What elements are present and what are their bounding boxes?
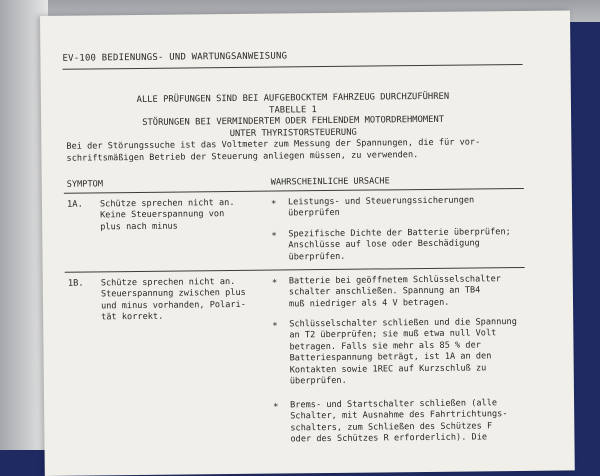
title-line: ALLE PRÜFUNGEN SIND BEI AUFGEBOCKTEM FAHRZEUG DURCHZUFÜHREN (136, 91, 450, 105)
row-divider (65, 267, 525, 273)
bullet-marker: * (272, 321, 278, 332)
row-symptom: Schütze sprechen nicht an. Steuerspannung zwischen plus und minus vorhanden, Polari- tät korrekt. (100, 276, 246, 323)
table-title (63, 91, 523, 142)
cause-item: Batterie bei geöffnetem Schlüsselschalter schalter anschließen. Spannung an TB4 muß niedriger als 4 V betragen. (288, 274, 501, 310)
bullet-marker: * (271, 231, 277, 242)
cause-item: Brems- und Startschalter schließen (alle Schalter, mit Ausnahme des Fahrtrichtungs- schalters, zum Schließen des Schützes F oder des Schützes R erforderlich). Die (290, 398, 508, 445)
manual-page (40, 10, 575, 476)
bullet-marker: * (270, 199, 277, 210)
title-line: STÖRUNGEN BEI VERMINDERTEM ODER FEHLENDEM MOTORDREHMOMENT (142, 114, 445, 128)
title-line: UNTER THYRISTORSTEUERUNG (229, 127, 357, 139)
row-code: 1A. (66, 199, 83, 210)
page-header: EV-100 BEDIENUNGS- UND WARTUNGSANWEISUNG (62, 51, 288, 64)
column-header-symptom: SYMPTOM (66, 179, 104, 190)
intro-paragraph: Bei der Störungssuche ist das Voltmeter zum Messung der Spannungen, die für vor- schriftsmäßigen Betrieb der Steuerung anliegen müssen, zu verwenden. (66, 137, 481, 164)
cause-item: Schlüsselschalter schließen und die Spannung an T2 überprüfen; sie muß etwa null Volt betragen. Falls sie mehr als 85 % der Batteriespannung beträgt, ist 1A an den Kontakten sowie 1REC auf Kurzschluß zu überprüfen. (289, 317, 517, 387)
row-symptom: Schütze sprechen nicht an. Keine Steuerspannung von plus nach minus (99, 197, 235, 233)
title-line: TABELLE 1 (269, 104, 317, 116)
header-rule (63, 64, 523, 70)
column-header-rule (64, 188, 524, 194)
bullet-marker: * (273, 402, 279, 413)
cause-item: Leistungs- und Steuerungssicherungen überprüfen (287, 195, 475, 219)
cause-item: Spezifische Dichte der Batterie überprüfen; Anschlüsse auf lose oder Beschädigung überprüfen. (288, 227, 511, 263)
column-header-cause: WAHRSCHEINLICHE URSACHE (270, 176, 390, 188)
row-code: 1B. (67, 278, 84, 289)
bullet-marker: * (271, 278, 278, 289)
